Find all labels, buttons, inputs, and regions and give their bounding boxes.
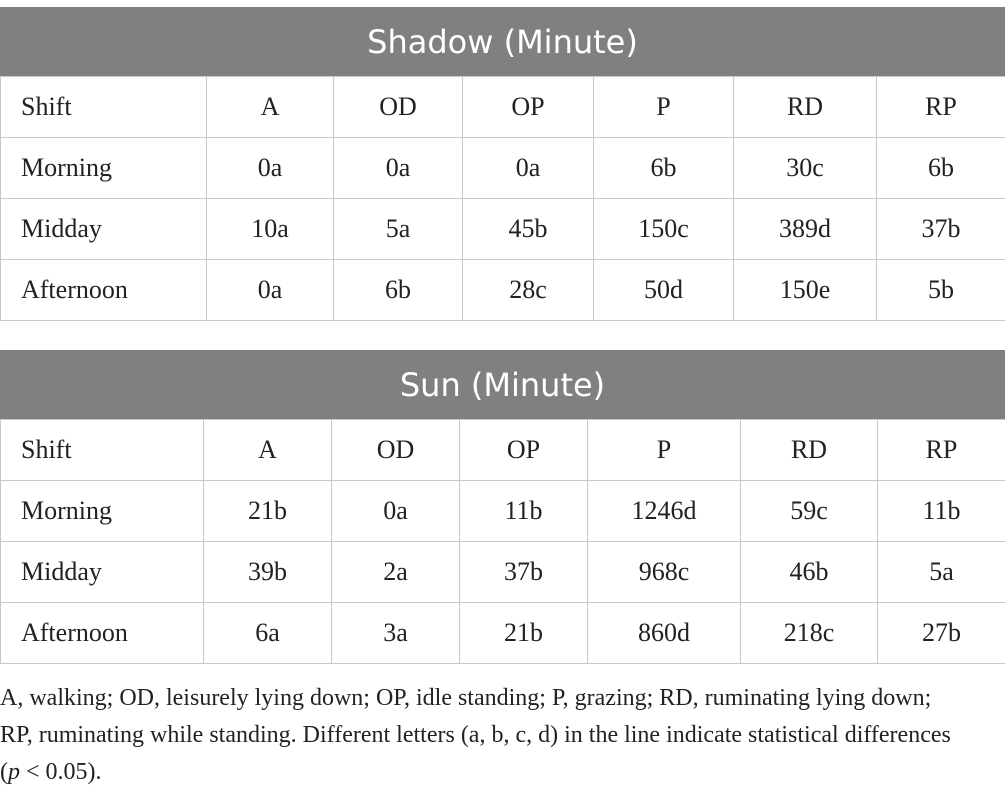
table-cell: 968c <box>588 542 741 603</box>
table-row <box>1 603 1005 664</box>
table-row <box>1 542 1005 603</box>
header-cell: P <box>594 77 734 138</box>
table-cell: 10a <box>207 199 334 260</box>
table-cell: 37b <box>877 199 1005 260</box>
header-cell: A <box>207 77 334 138</box>
header-cell: RD <box>734 77 877 138</box>
table-cell: 45b <box>463 199 594 260</box>
header-cell: RP <box>878 420 1005 481</box>
table-cell: 0a <box>334 138 463 199</box>
table-header-row <box>1 420 1005 481</box>
table-cell: 5a <box>878 542 1005 603</box>
table-cell: 6b <box>334 260 463 321</box>
table-cell: 28c <box>463 260 594 321</box>
table-row <box>1 260 1005 321</box>
table-cell: 150c <box>594 199 734 260</box>
table-cell: 218c <box>741 603 878 664</box>
table-cell: 59c <box>741 481 878 542</box>
table-cell: Afternoon <box>1 603 204 664</box>
table-cell: 50d <box>594 260 734 321</box>
header-cell: Shift <box>1 420 204 481</box>
table-footnote <box>0 680 960 791</box>
table-row <box>1 138 1005 199</box>
shadow-table <box>0 7 1005 321</box>
table-cell: 37b <box>460 542 588 603</box>
header-cell: Shift <box>1 77 207 138</box>
header-cell: OP <box>460 420 588 481</box>
table-cell: 5a <box>334 199 463 260</box>
table-row <box>1 481 1005 542</box>
shadow-table-title: Shadow (Minute) <box>0 7 1005 76</box>
table-cell: Midday <box>1 542 204 603</box>
table-cell: 30c <box>734 138 877 199</box>
table-cell: 3a <box>332 603 460 664</box>
table-cell: 860d <box>588 603 741 664</box>
table-row <box>1 199 1005 260</box>
table-cell: 11b <box>878 481 1005 542</box>
header-cell: P <box>588 420 741 481</box>
table-cell: 2a <box>332 542 460 603</box>
table-cell: Afternoon <box>1 260 207 321</box>
header-cell: RD <box>741 420 878 481</box>
table-cell: 0a <box>463 138 594 199</box>
header-cell: RP <box>877 77 1005 138</box>
table-cell: 11b <box>460 481 588 542</box>
table-cell: 6b <box>594 138 734 199</box>
header-cell: OD <box>332 420 460 481</box>
table-cell: Morning <box>1 481 204 542</box>
table-cell: 389d <box>734 199 877 260</box>
header-cell: A <box>204 420 332 481</box>
table-cell: 21b <box>460 603 588 664</box>
table-cell: Morning <box>1 138 207 199</box>
table-cell: 0a <box>207 260 334 321</box>
footnote-p-symbol: p <box>8 759 20 785</box>
table-cell: 27b <box>878 603 1005 664</box>
sun-table-title: Sun (Minute) <box>0 350 1005 419</box>
header-cell: OP <box>463 77 594 138</box>
table-cell: 150e <box>734 260 877 321</box>
table-header-row <box>1 77 1005 138</box>
table-cell: 39b <box>204 542 332 603</box>
table-cell: 0a <box>332 481 460 542</box>
table-cell: 6a <box>204 603 332 664</box>
footnote-text: A, walking; OD, leisurely lying down; OP, idle standing; P, grazing; RD, ruminating lying down; RP, ruminating while standing. Different letters (a, b, c, d) in the line indicate statistical differences ( <box>0 685 951 785</box>
table-cell: 0a <box>207 138 334 199</box>
table-cell: 6b <box>877 138 1005 199</box>
table-cell: 46b <box>741 542 878 603</box>
sun-table <box>0 350 1005 664</box>
table-cell: 21b <box>204 481 332 542</box>
header-cell: OD <box>334 77 463 138</box>
footnote-text-end: < 0.05). <box>20 759 102 785</box>
table-cell: Midday <box>1 199 207 260</box>
table-cell: 1246d <box>588 481 741 542</box>
table-cell: 5b <box>877 260 1005 321</box>
